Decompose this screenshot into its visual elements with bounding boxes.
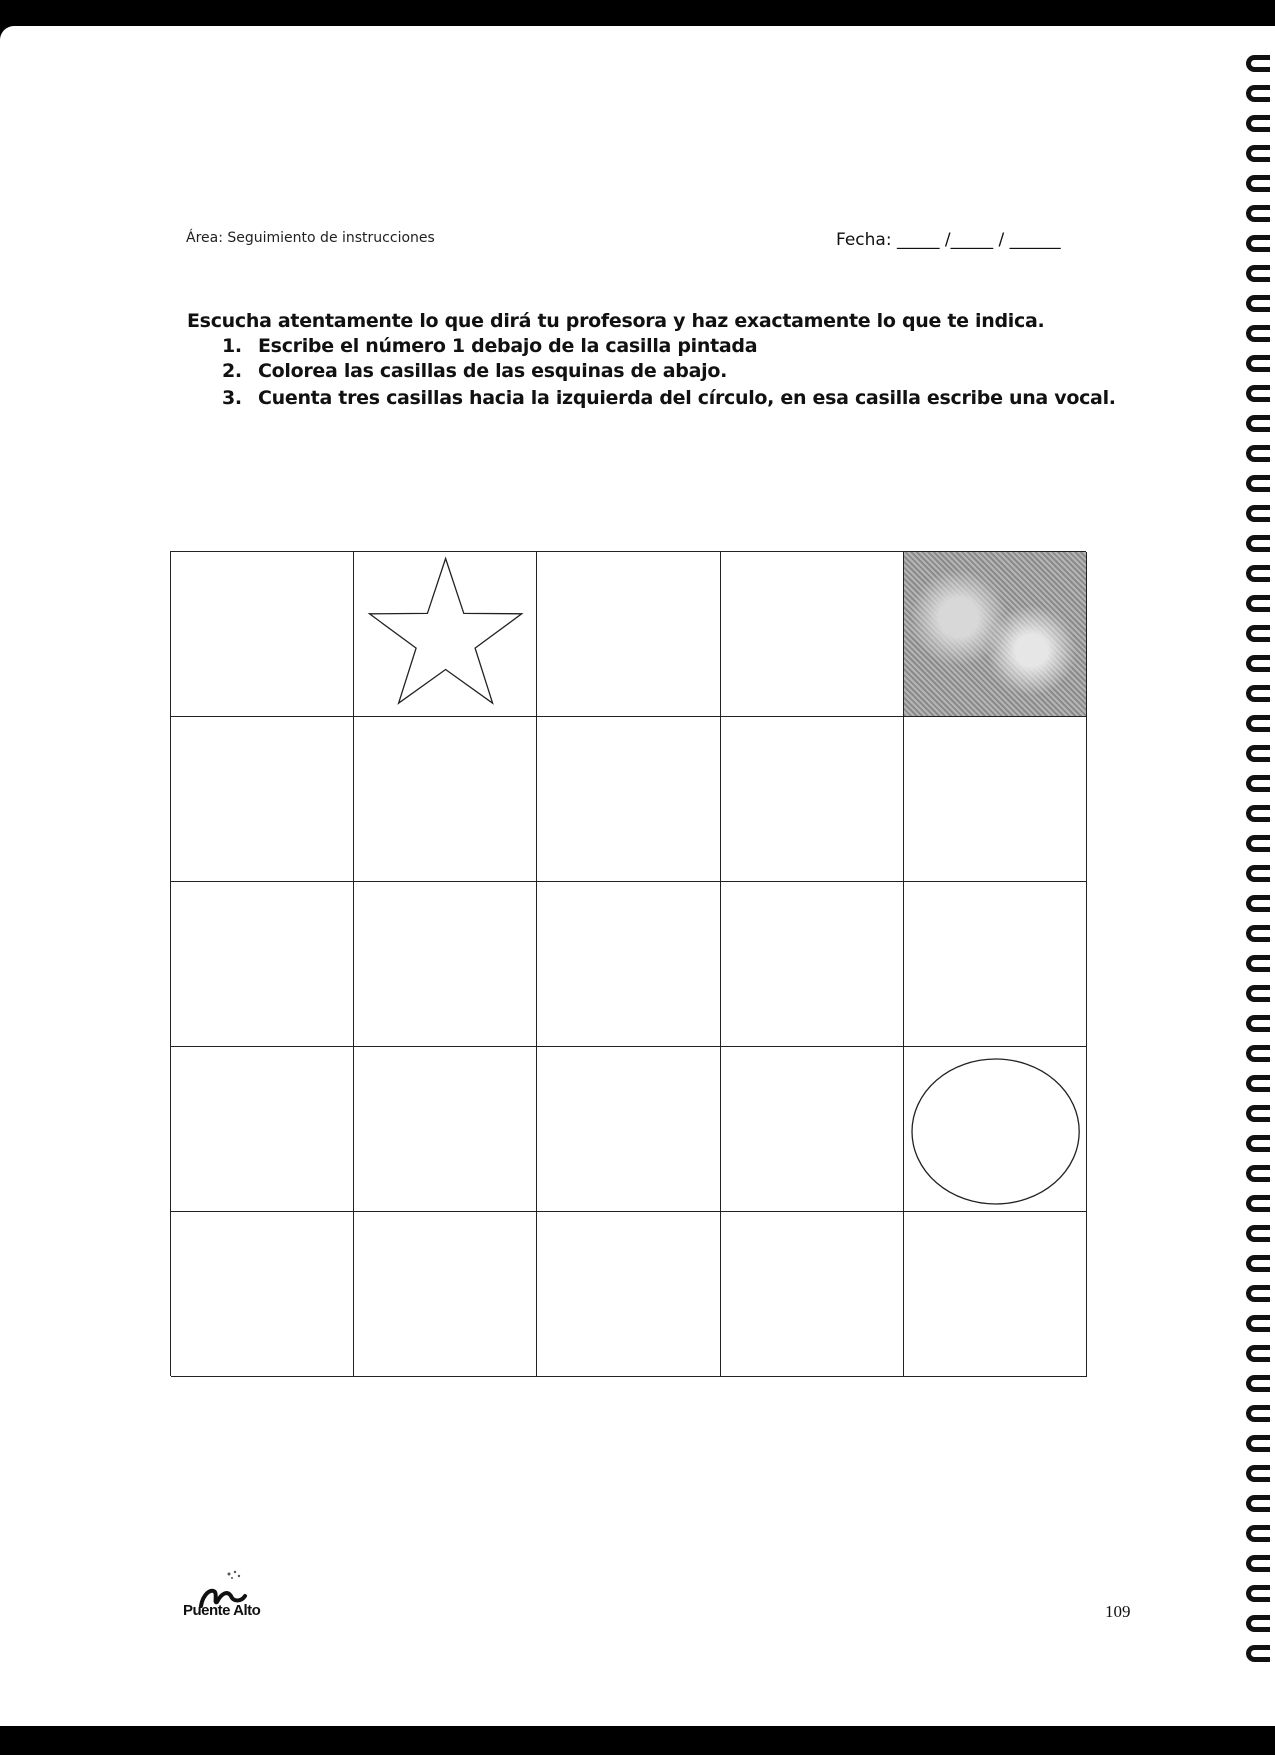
instruction-text: Cuenta tres casillas hacia la izquierda del círculo, en esa casilla escribe una vocal. [258,387,1116,409]
spiral-coil [1246,1105,1270,1122]
spiral-coil [1246,265,1270,282]
grid-cell [721,1212,904,1377]
grid-cell [904,1047,1087,1212]
page-number: 109 [1105,1602,1131,1621]
grid-cell [537,1047,720,1212]
grid-cell [354,1047,537,1212]
spiral-coil [1246,415,1270,432]
grid-cell [721,882,904,1047]
spiral-coil [1246,235,1270,252]
instruction-number: 2. [222,360,242,382]
spiral-coil [1246,1285,1270,1302]
spiral-coil [1246,805,1270,822]
spiral-coil [1246,1195,1270,1212]
spiral-coil [1246,175,1270,192]
spiral-coil [1246,1405,1270,1422]
spiral-coil [1246,625,1270,642]
spiral-coil [1246,1375,1270,1392]
grid-cell [171,717,354,882]
spiral-coil [1246,1615,1270,1632]
spiral-coil [1246,1465,1270,1482]
grid-cell [721,717,904,882]
grid-cell [171,882,354,1047]
spiral-coil [1246,685,1270,702]
date-field-label: Fecha: _____ /_____ / ______ [836,230,1061,250]
grid-cell [904,1212,1087,1377]
spiral-coil [1246,1435,1270,1452]
spiral-coil [1246,535,1270,552]
spiral-coil [1246,565,1270,582]
grid-cell [171,1212,354,1377]
spiral-coil [1246,475,1270,492]
spiral-coil [1246,205,1270,222]
spiral-coil [1246,325,1270,342]
spiral-coil [1246,505,1270,522]
instructions-intro: Escucha atentamente lo que dirá tu profesora y haz exactamente lo que te indica. [187,310,1045,332]
activity-grid [170,551,1086,1376]
instruction-text: Escribe el número 1 debajo de la casilla pintada [258,335,758,357]
instruction-number: 3. [222,387,242,409]
spiral-coil [1246,1645,1270,1662]
circle-icon [904,1047,1087,1212]
spiral-coil [1246,745,1270,762]
spiral-coil [1246,1165,1270,1182]
area-label: Área: Seguimiento de instrucciones [186,230,435,246]
grid-cell [904,882,1087,1047]
spiral-coil [1246,1585,1270,1602]
spiral-coil [1246,445,1270,462]
grid-cell [354,552,537,717]
spiral-coil [1246,1075,1270,1092]
spiral-coil [1246,145,1270,162]
spiral-coil [1246,955,1270,972]
spiral-coil [1246,1225,1270,1242]
grid-cell [171,552,354,717]
grid-cell [904,717,1087,882]
spiral-coil [1246,1255,1270,1272]
instruction-number: 1. [222,335,242,357]
grid-cell [721,1047,904,1212]
grid-cell [537,552,720,717]
grid-cell [537,1212,720,1377]
spiral-coil [1246,55,1270,72]
spiral-coil [1246,715,1270,732]
grid-cell [171,1047,354,1212]
instruction-text: Colorea las casillas de las esquinas de abajo. [258,360,727,382]
spiral-coil [1246,1555,1270,1572]
spiral-coil [1246,295,1270,312]
star-icon [354,552,537,717]
grid-cell [354,882,537,1047]
spiral-coil [1246,1135,1270,1152]
spiral-coil [1246,835,1270,852]
spiral-coil [1246,925,1270,942]
spiral-coil [1246,1525,1270,1542]
spiral-coil [1246,385,1270,402]
spiral-coil [1246,655,1270,672]
instruction-item [222,387,1116,409]
spiral-coil [1246,115,1270,132]
spiral-coil [1246,1045,1270,1062]
instruction-item [222,335,757,357]
grid-cell [354,717,537,882]
spiral-coil [1246,1015,1270,1032]
spiral-coil [1246,865,1270,882]
instruction-item [222,360,727,382]
spiral-coil [1246,1345,1270,1362]
spiral-coil [1246,1315,1270,1332]
worksheet-page [0,26,1275,1726]
spiral-coil [1246,985,1270,1002]
grid-cell [537,717,720,882]
grid-cell [721,552,904,717]
spiral-coil [1246,85,1270,102]
logo-text: Puente Alto [183,1602,261,1619]
spiral-coil [1246,595,1270,612]
grid-cell [354,1212,537,1377]
spiral-coil [1246,895,1270,912]
spiral-coil [1246,355,1270,372]
spiral-coil [1246,1495,1270,1512]
spiral-binding [1246,55,1275,1695]
grid-cell [537,882,720,1047]
shaded-cell [904,552,1087,717]
spiral-coil [1246,775,1270,792]
